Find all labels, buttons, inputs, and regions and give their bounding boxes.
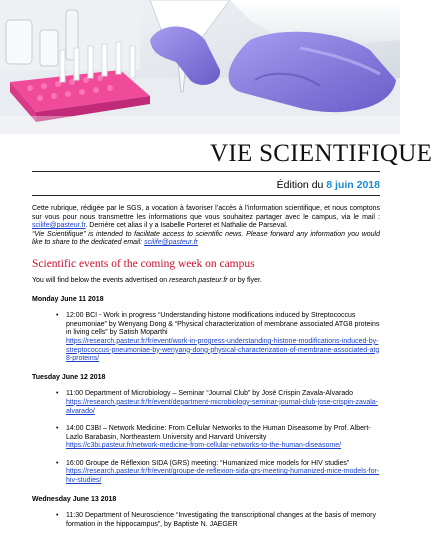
- event-link[interactable]: https://c3bi.pasteur.fr/network-medicine-from-cellular-networks-to-the-human-diseasome/: [66, 442, 342, 450]
- event-link[interactable]: https://research.pasteur.fr/fr/event/groupe-de-reflexion-sida-grs-meeting-humanized-mice-models-for-hiv-studies/: [66, 468, 380, 485]
- edition-label: Édition du: [276, 179, 324, 191]
- day-heading: Monday June 11 2018: [32, 295, 104, 303]
- edition-date: 8 juin 2018: [326, 179, 380, 191]
- day-heading: Wednesday June 13 2018: [32, 495, 117, 503]
- event-description: • 14:00 C3BI – Network Medicine: From Cellular Networks to the Human Diseasome by Prof. Albert-Lazlo Barabasin, Northeastern University and Harvard University: [66, 425, 371, 441]
- edition-divider: [32, 195, 380, 196]
- hero-lab-photo: [0, 0, 400, 134]
- event-link[interactable]: https://research.pasteur.fr/fr/event/department-microbiology-seminar-journal-club-jose-crispin-zavala-alvarado/: [66, 398, 379, 415]
- edition-line: [277, 179, 380, 191]
- event-item: [56, 460, 380, 486]
- section-heading: Scientific events of the coming week on campus: [32, 257, 255, 270]
- event-item: [56, 312, 380, 364]
- event-item: [56, 512, 380, 529]
- event-description: • 16:00 Groupe de Réflexion SIDA (GRS) meeting: “Humanized mice models for HIV studies”: [66, 459, 350, 467]
- event-description: • 11:00 Department of Microbiology – Seminar “Journal Club” by José Crispin Zavala-Alvarado: [66, 390, 353, 398]
- event-item: [56, 425, 380, 451]
- event-description: • 11:30 Department of Neuroscience “Investigating the transcriptional changes at the basis of memory formation in the hippocampus”, by Baptiste N. JAEGER: [66, 512, 376, 528]
- event-item: [56, 390, 380, 416]
- day-heading: Tuesday June 12 2018: [32, 373, 106, 381]
- email-link-1[interactable]: scilife@pasteur.fr: [32, 222, 86, 230]
- title-divider: [32, 171, 380, 172]
- lab-scene-image: [0, 0, 400, 134]
- lead-text-2: or by flyer.: [227, 276, 262, 284]
- intro-en-text: “Vie Scientifique” is intended to facilitate access to scientific news. Please forward any information you would like to share to the dedicated email:: [32, 230, 380, 247]
- lead-text-1: You will find below the events advertised on: [32, 276, 170, 284]
- event-link[interactable]: https://research.pasteur.fr/fr/event/work-in-progress-understanding-histone-modifications-induced-by-streptococcus-pneumoniae-by-wenyang-dong-physical-characterization-of-membrane-associated-atg8-proteins/: [66, 337, 380, 363]
- intro-paragraph: [32, 205, 380, 248]
- intro-fr-text-2: . Derrière cet alias il y a Isabelle Porteret et Nathalie de Parseval.: [85, 222, 288, 230]
- page-title: VIE SCIENTIFIQUE: [210, 140, 432, 167]
- email-link-2[interactable]: scilife@pasteur.fr: [144, 239, 198, 247]
- intro-fr-text-1: Cette rubrique, rédigée par le SGS, a vocation à favoriser l’accès à l’information scientifique, et nous comptons sur vous pour nous transmettre les informations que vous souhaitez partager avec le campus, via le mail :: [32, 205, 380, 221]
- newsletter-content: [32, 205, 380, 538]
- section-lead: [32, 277, 380, 286]
- event-description: • 12:00 BCI - Work in progress “Understanding histone modifications induced by Streptococcus pneumoniae” by Wenyang Dong & “Physical characterization of membrane associated ATG8 proteins in living cells” by Satish Moparthi: [66, 312, 380, 337]
- lead-site: research.pasteur.fr: [169, 276, 228, 284]
